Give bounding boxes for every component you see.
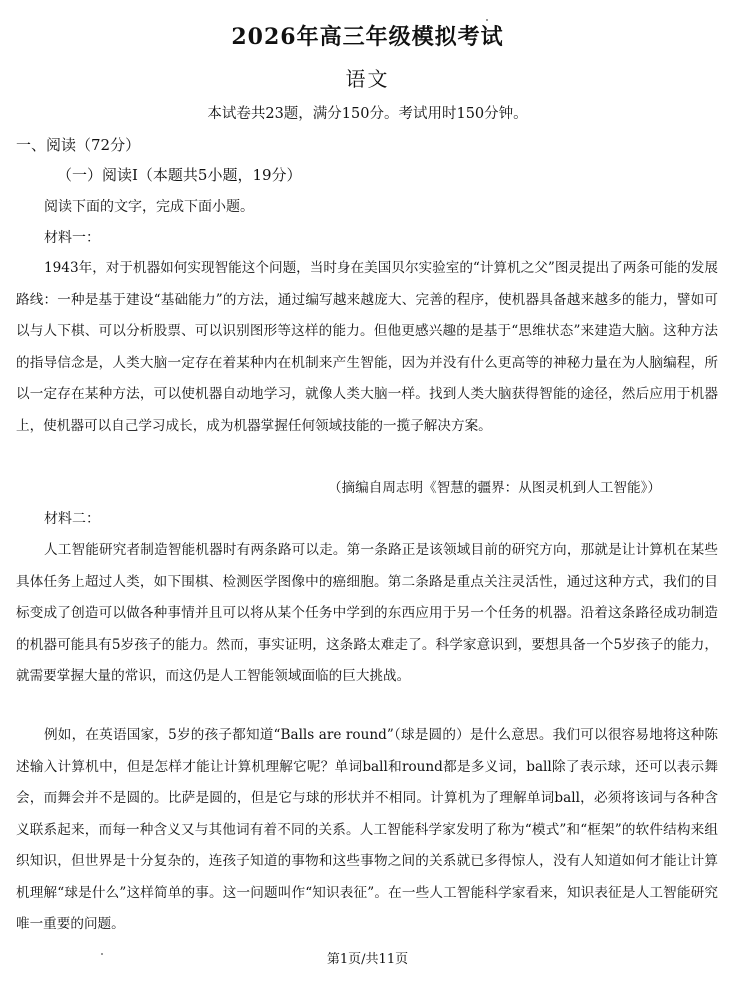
material2-paragraph-1: 人工智能研究者制造智能机器时有两条路可以走。第一条路正是该领域目前的研究方向，那就是让计算机在某些具体任务上超过人类，如下围棋、检测医学图像中的癌细胞。第二条路是重点关注灵活性，通过这种方式，我们的目标变成了创造可以做各种事情并且可以将从某个任务中学到的东西应用于另一个任务的机器。沿着这条路径成功制造的机器可能具有5岁孩子的能力。然而，事实证明，这条路太难走了。科学家意识到，要想具备一个5岁孩子的能力，就需要掌握大量的常识，而这仍是人工智能领域面临的巨大挑战。 [16,542,718,684]
material1-label: 材料一： [44,230,100,246]
exam-title: 2026年高三年级模拟考试 [231,24,504,50]
material1-source: （摘编自周志明《智慧的疆界：从图灵机到人工智能》） [327,480,661,496]
material1-paragraph: 1943年，对于机器如何实现智能这个问题，当时身在美国贝尔实验室的“计算机之父”图灵提出了两条可能的发展路线：一种是基于建设“基础能力”的方法，通过编写越来越庞大、完善的程序，使机器具备越来越多的能力，譬如可以与人下棋、可以分析股票、可以识别图形等这样的能力。但他更感兴趣的是基于“思维状态”来建造大脑。这种方法的指导信念是，人类大脑一定存在着某种内在机制来产生智能，因为并没有什么更高等的神秘力量在为人脑编程，所以一定存在某种方法，可以使机器自动地学习，就像人类大脑一样。找到人类大脑获得智能的途径，然后应用于机器上，使机器可以自己学习成长，成为机器掌握任何领域技能的一揽子解决方案。 [16,260,718,434]
section-heading: 一、阅读（72分） [16,136,141,154]
material2-paragraph-2: 例如，在英语国家，5岁的孩子都知道“Balls are round”（球是圆的）是什么意思。我们可以很容易地将这种陈述输入计算机中，但是怎样才能让计算机理解它呢？单词ball和round都是多义词，ball除了表示球，还可以表示舞会，而舞会并不是圆的。比萨是圆的，但是它与球的形状并不相同。计算机为了理解单词ball，必须将该词与各种含义联系起来，而每一种含义又与其他词有着不同的关系。人工智能科学家发明了称为“模式”和“框架”的软件结构来组织知识，但世界是十分复杂的，连孩子知道的事物和这些事物之间的关系就已多得惊人，没有人知道如何才能让计算机理解“球是什么”这样简单的事。这一问题叫作“知识表征”。在一些人工智能科学家看来，知识表征是人工智能研究唯一重要的问题。 [16,727,718,932]
subsection-heading: （一）阅读I（本题共5小题，19分） [57,166,302,184]
exam-info: 本试卷共23题，满分150分。考试用时150分钟。 [207,106,528,122]
subject-title: 语文 [345,67,390,91]
material2-label: 材料二： [44,511,100,527]
page-number: 第1页/共11页 [326,952,409,967]
reading-instruction: 阅读下面的文字，完成下面小题。 [44,199,254,215]
